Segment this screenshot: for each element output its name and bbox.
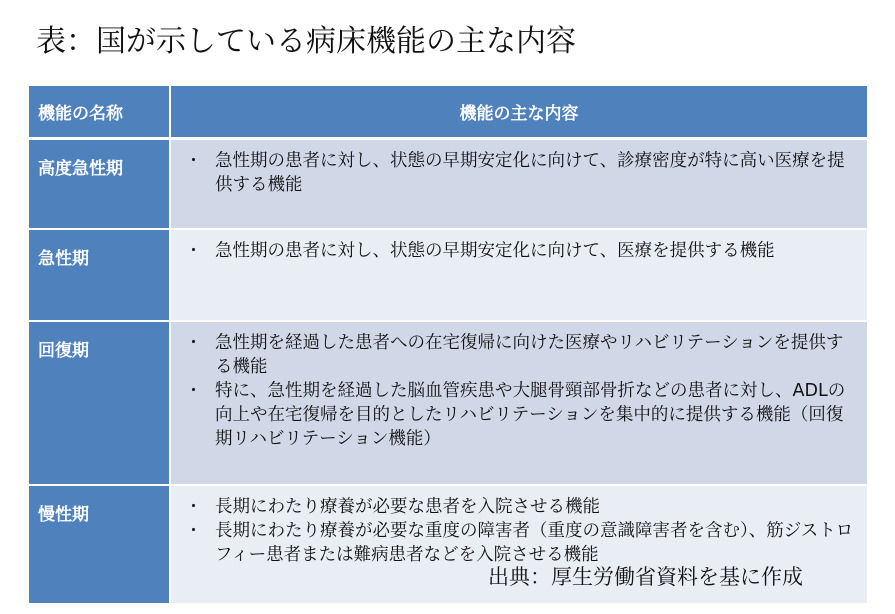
table-row — [29, 139, 867, 230]
list-item-text: 急性期の患者に対し、状態の早期安定化に向けて、医療を提供する機能 — [215, 241, 775, 261]
function-content-cell — [170, 139, 867, 230]
function-name-cell: 急性期 — [29, 229, 170, 321]
list-item — [171, 331, 859, 379]
bullet-icon: ・ — [185, 521, 202, 541]
column-header-content: 機能の主な内容 — [170, 86, 867, 139]
list-item-text: 急性期を経過した患者への在宅復帰に向けた医療やリハビリテーションを提供する機能 — [215, 333, 844, 377]
list-item — [171, 239, 859, 263]
content-list — [171, 230, 859, 263]
bullet-icon: ・ — [185, 333, 202, 353]
list-item — [171, 495, 859, 519]
list-item-text: 長期にわたり療養が必要な患者を入院させる機能 — [215, 497, 600, 517]
list-item — [171, 519, 859, 567]
function-content-cell — [170, 321, 867, 485]
table-row — [29, 229, 867, 321]
list-item-text: 特に、急性期を経過した脳血管疾患や大腿骨頸部骨折などの患者に対し、ADLの向上や在宅復帰を目的としたリハビリテーションを集中的に提供する機能（回復期リハビリテーション機能） — [215, 381, 846, 449]
list-item — [171, 379, 859, 451]
content-list — [171, 486, 859, 567]
list-item — [171, 149, 859, 197]
table-header-row — [29, 86, 867, 139]
function-name-cell: 回復期 — [29, 321, 170, 485]
content-list — [171, 140, 859, 197]
bullet-icon: ・ — [185, 497, 202, 517]
page-title: 表：国が示している病床機能の主な内容 — [36, 24, 576, 59]
function-name-cell: 慢性期 — [29, 485, 170, 604]
content-list — [171, 322, 859, 451]
list-item-text: 長期にわたり療養が必要な重度の障害者（重度の意識障害者を含む）、筋ジストロフィー患者または難病患者などを入院させる機能 — [215, 521, 854, 565]
list-item-text: 急性期の患者に対し、状態の早期安定化に向けて、診療密度が特に高い医療を提供する機能 — [215, 151, 845, 195]
bullet-icon: ・ — [185, 241, 202, 261]
function-table — [29, 86, 867, 605]
hospital-bed-function-table — [29, 86, 867, 605]
source-note: 出典：厚生労働省資料を基に作成 — [488, 565, 803, 589]
bullet-icon: ・ — [185, 151, 202, 171]
function-content-cell — [170, 229, 867, 321]
column-header-name: 機能の名称 — [29, 86, 170, 139]
table-row — [29, 321, 867, 485]
function-name-cell: 高度急性期 — [29, 139, 170, 230]
bullet-icon: ・ — [185, 381, 202, 401]
